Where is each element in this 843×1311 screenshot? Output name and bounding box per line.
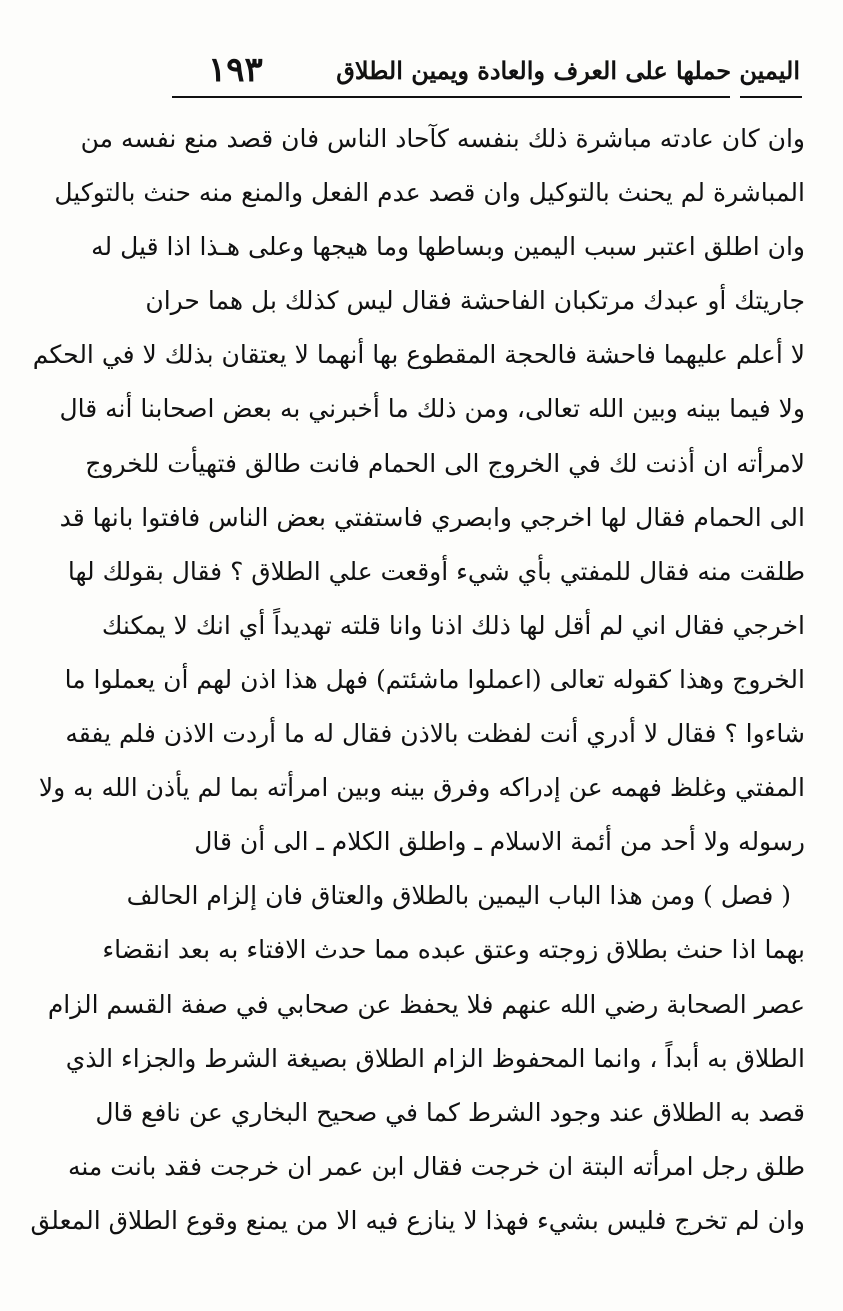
body-text — [30, 112, 805, 1248]
text-line: الطلاق به أبداً ، وانما المحفوظ الزام الطلاق بصيغة الشرط والجزاء الذي — [65, 1043, 805, 1073]
text-line: طلق رجل امرأته البتة ان خرجت فقال ابن عمر ان خرجت فقد بانت منه — [67, 1151, 805, 1181]
header-rule-short — [740, 96, 802, 98]
text-line: شاءوا ؟ فقال لا أدري أنت لفظت بالاذن فقال له ما أردت الاذن فلم يفقه — [65, 719, 805, 749]
text-line: وان اطلق اعتبر سبب اليمين وبساطها وما هيجها وعلى هـذا اذا قيل له — [91, 232, 805, 262]
text-line: طلقت منه فقال للمفتي بأي شيء أوقعت علي الطلاق ؟ فقال بقولك لها — [67, 556, 805, 586]
text-line: بهما اذا حنث بطلاق زوجته وعتق عبده مما حدث الافتاء به بعد انقضاء — [102, 935, 805, 965]
text-line: المباشرة لم يحنث بالتوكيل وان قصد عدم الفعل والمنع منه حنث بالتوكيل — [54, 178, 805, 208]
text-line: وان كان عادته مباشرة ذلك بنفسه كآحاد الناس فان قصد منع نفسه من — [80, 124, 805, 153]
header-rule — [172, 96, 730, 98]
text-line: المفتي وغلظ فهمه عن إدراكه وفرق بينه وبين امرأته بما لم يأذن الله به ولا — [38, 773, 805, 803]
page-number: ١٩٣ — [208, 50, 263, 90]
text-line: عصر الصحابة رضي الله عنهم فلا يحفظ عن صحابي في صفة القسم الزام — [47, 989, 805, 1019]
text-line: الخروج وهذا كقوله تعالى (اعملوا ماشئتم) فهل هذا اذن لهم أن يعملوا ما — [64, 664, 805, 694]
text-line: وان لم تخرج فليس بشيء فهذا لا ينازع فيه الا من يمنع وقوع الطلاق المعلق — [30, 1205, 805, 1235]
running-title: اليمين حملها على العرف والعادة ويمين الطلاق — [336, 56, 800, 85]
text-line: ولا فيما بينه وبين الله تعالى، ومن ذلك ما أخبرني به بعض اصحابنا أنه قال — [59, 394, 805, 424]
text-line: لا أعلم عليهما فاحشة فالحجة المقطوع بها أنهما لا يعتقان بذلك لا في الحكم — [32, 340, 805, 370]
text-line: اخرجي فقال اني لم أقل لها ذلك اذنا وانا قلته تهديداً أي انك لا يمكنك — [101, 610, 805, 640]
page-header — [170, 48, 800, 98]
text-line: قصد به الطلاق عند وجود الشرط كما في صحيح البخاري عن نافع قال — [95, 1097, 805, 1127]
paragraph-end-line: رسوله ولا أحد من أئمة الاسلام ـ واطلق الكلام ـ الى أن قال — [194, 827, 805, 857]
section-heading-line: ( فصل ) ومن هذا الباب اليمين بالطلاق والعتاق فان إلزام الحالف — [126, 881, 791, 911]
text-line: الى الحمام فقال لها اخرجي وابصري فاستفتي بعض الناس فافتوا بانها قد — [59, 502, 805, 532]
text-line: جاريتك أو عبدك مرتكبان الفاحشة فقال ليس كذلك بل هما حران — [145, 286, 805, 316]
text-line: لامرأته ان أذنت لك في الخروج الى الحمام فانت طالق فتهيأت للخروج — [85, 448, 805, 478]
